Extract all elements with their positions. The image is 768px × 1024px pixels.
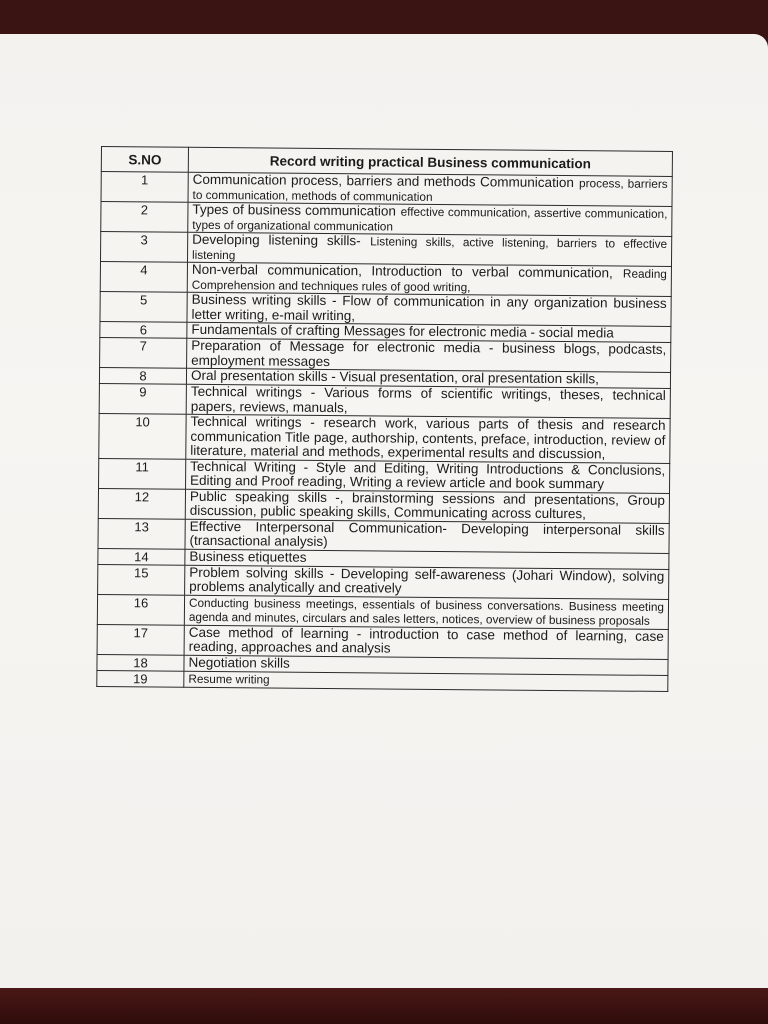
topic-main-text: Public speaking skills -, brainstorming sessions and presentations, Group discussion, public speaking skills, Communicating across cultures, [189, 488, 665, 522]
row-topic [187, 262, 671, 296]
row-topic [186, 459, 670, 493]
row-topic [188, 172, 672, 206]
topic-main-text: Technical writings - research work, various parts of thesis and research communication Title page, authorship, contents, preface, introduction, review of literature, material and methods, experimental results and discussion, [190, 413, 666, 462]
row-sno: 17 [97, 624, 184, 655]
topic-sub-text: Resume writing [188, 671, 270, 686]
topic-main-text: Technical writings - Various forms of scientific writings, theses, technical papers, reviews, manuals, [190, 383, 666, 415]
topic-sub-text: Listening skills, active listening, barriers to effective listening [191, 234, 668, 262]
topic-main-text: Communication process, barriers and methods Communication [192, 171, 574, 191]
table-row [100, 232, 671, 267]
row-topic [185, 565, 669, 599]
topic-sub-text: Conducting business meetings, essentials of business conversations. Business meeting agenda and minutes, circulars and sales letters, notices, overview of business proposals [188, 595, 665, 628]
table-row [100, 261, 671, 296]
row-topic [185, 489, 669, 523]
row-sno: 10 [99, 413, 186, 458]
row-sno: 11 [99, 458, 186, 489]
topic-main-text: Problem solving skills - Developing self-awareness (Johari Window), solving problems analytically and creatively [189, 564, 665, 596]
topic-main-text: Effective Interpersonal Communication- Developing interpersonal skills (transactional analysis) [189, 518, 665, 549]
topic-main-text: Developing listening skills- [192, 231, 361, 249]
row-sno: 18 [97, 654, 184, 671]
table-row [100, 291, 671, 326]
header-sno: S.NO [101, 147, 188, 173]
table-row [100, 337, 671, 372]
topic-main-text: Case method of learning - introduction to case method of learning, case reading, approaches and analysis [188, 624, 664, 656]
row-topic [186, 414, 670, 463]
row-topic [186, 384, 670, 418]
row-topic [187, 338, 671, 372]
header-title: Record writing practical Business communication [188, 147, 672, 176]
table-row [98, 488, 669, 523]
row-sno: 19 [97, 670, 184, 687]
row-sno: 15 [98, 564, 185, 595]
topic-main-text: Preparation of Message for electronic media - business blogs, podcasts, employment messages [191, 337, 667, 369]
table-row [98, 564, 669, 599]
topic-main-text: Business etiquettes [189, 548, 307, 565]
row-sno: 16 [97, 594, 184, 625]
table-row [99, 413, 670, 462]
table-row [98, 518, 669, 553]
row-sno: 14 [98, 548, 185, 565]
topic-main-text: Negotiation skills [188, 654, 290, 671]
topic-main-text: Types of business communication [192, 201, 396, 219]
topic-main-text: Fundamentals of crafting Messages for electronic media - social media [191, 321, 614, 341]
row-sno: 5 [100, 291, 187, 322]
row-topic [184, 625, 668, 659]
topic-main-text: Non-verbal communication, Introduction to verbal communication, [191, 261, 613, 281]
row-sno: 2 [101, 202, 188, 233]
row-sno: 1 [101, 172, 188, 203]
topic-main-text: Technical Writing - Style and Editing, Writing Introductions & Conclusions, Editing and Proof reading, Writing a review article and book summary [190, 458, 666, 492]
row-topic [187, 232, 671, 266]
scan-bottom-edge [0, 988, 768, 1024]
topic-sub-text: effective communication, assertive communication, types of organizational communication [192, 204, 668, 234]
topic-sub-text: Reading Comprehension and techniques rules of good writing, [191, 266, 667, 294]
table-row [97, 594, 668, 629]
topic-sub-text: process, barriers to communication, methods of communication [192, 176, 668, 204]
row-topic [187, 292, 671, 326]
practical-topics-table [96, 146, 673, 691]
table-row [97, 624, 668, 659]
row-sno: 13 [98, 518, 185, 549]
row-topic [184, 595, 668, 629]
row-topic [185, 519, 669, 553]
topic-main-text: Business writing skills - Flow of communication in any organization business letter writing, e-mail writing, [191, 291, 667, 323]
row-sno: 4 [100, 261, 187, 292]
row-sno: 6 [100, 321, 187, 338]
row-topic [188, 202, 672, 236]
row-sno: 3 [100, 232, 187, 263]
table-row [99, 458, 670, 493]
row-sno: 9 [99, 383, 186, 414]
topic-main-text: Oral presentation skills - Visual presentation, oral presentation skills, [190, 367, 600, 387]
row-sno: 12 [98, 488, 185, 519]
table-row [99, 383, 670, 418]
table-row [101, 202, 672, 237]
row-sno: 7 [100, 337, 187, 368]
table-row [101, 172, 672, 207]
row-sno: 8 [99, 367, 186, 384]
